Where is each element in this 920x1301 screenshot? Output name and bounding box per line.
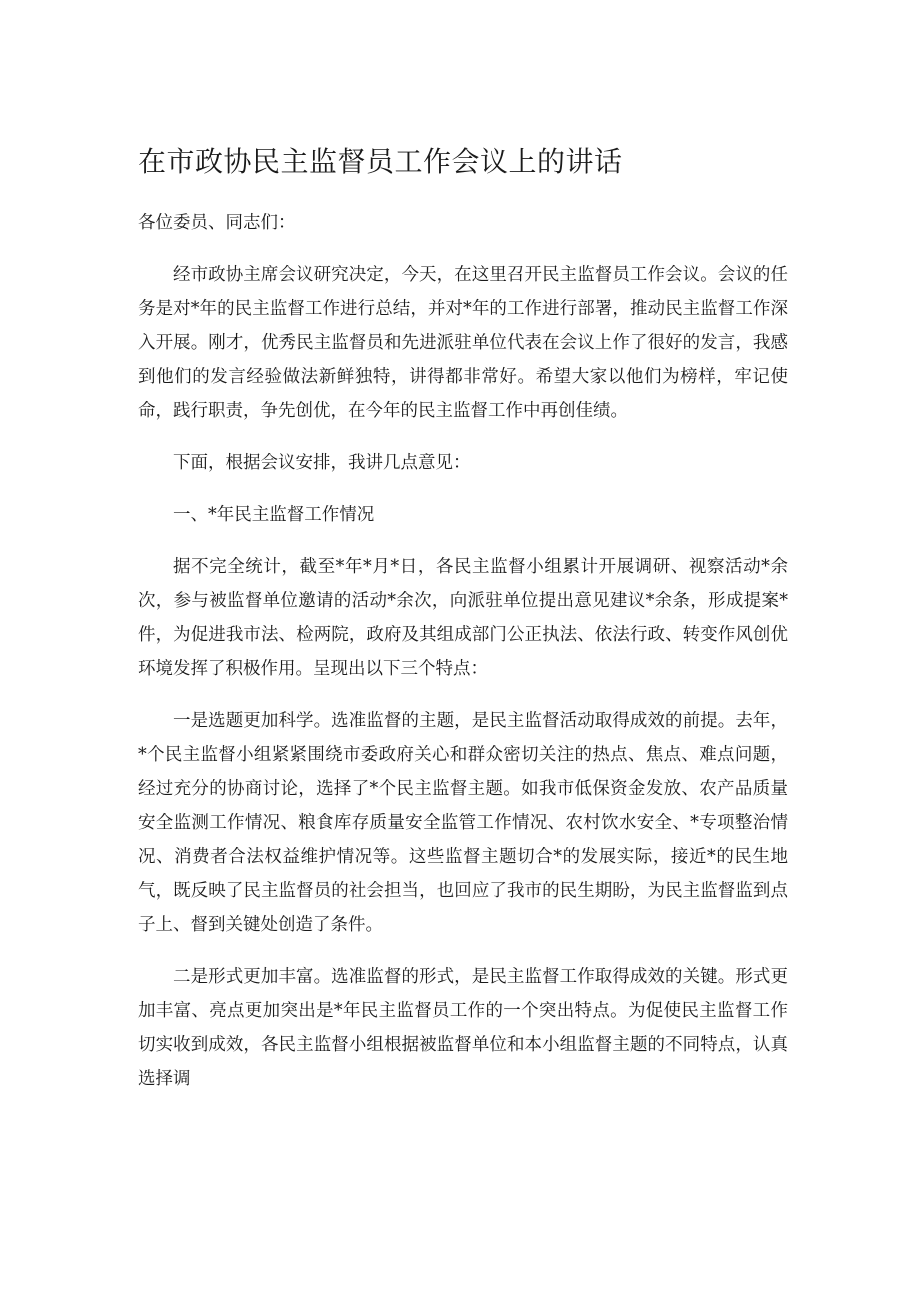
paragraph-transition: 下面，根据会议安排，我讲几点意见： (173, 453, 471, 473)
paragraph-statistics: 据不完全统计，截至*年*月*日，各民主监督小组累计开展调研、视察活动*余次，参与被监督单位邀请的活动*余次，向派驻单位提出意见建议*余条，形成提案*件，为促进我市法、检两院，政府及其组成部门公正执法、依法行政、转变作风创优环境发挥了积极作用。呈现出以下三个特点： (138, 557, 788, 679)
paragraph-feature-2: 二是形式更加丰富。选准监督的形式，是民主监督工作取得成效的关键。形式更加丰富、亮点更加突出是*年民主监督员工作的一个突出特点。为促使民主监督工作切实收到成效，各民主监督小组根据被监督单位和本小组监督主题的不同特点，认真选择调 (138, 967, 788, 1089)
section-heading-1: 一、*年民主监督工作情况 (173, 505, 375, 525)
paragraph-intro: 经市政协主席会议研究决定，今天，在这里召开民主监督员工作会议。会议的任务是对*年的民主监督工作进行总结，并对*年的工作进行部署，推动民主监督工作深入开展。刚才，优秀民主监督员和先进派驻单位代表在会议上作了很好的发言，我感到他们的发言经验做法新鲜独特，讲得都非常好。希望大家以他们为榜样，牢记使命，践行职责，争先创优，在今年的民主监督工作中再创佳绩。 (138, 265, 788, 421)
document-title: 在市政协民主监督员工作会议上的讲话 (138, 145, 623, 178)
document-page (138, 140, 788, 1096)
salutation: 各位委员、同志们： (138, 213, 296, 233)
paragraph-feature-1: 一是选题更加科学。选准监督的主题，是民主监督活动取得成效的前提。去年，*个民主监督小组紧紧围绕市委政府关心和群众密切关注的热点、焦点、难点问题，经过充分的协商讨论，选择了*个民主监督主题。如我市低保资金发放、农产品质量安全监测工作情况、粮食库存质量安全监管工作情况、农村饮水安全、*专项整治情况、消费者合法权益维护情况等。这些监督主题切合*的发展实际，接近*的民生地气，既反映了民主监督员的社会担当，也回应了我市的民生期盼，为民主监督监到点子上、督到关键处创造了条件。 (138, 711, 788, 935)
